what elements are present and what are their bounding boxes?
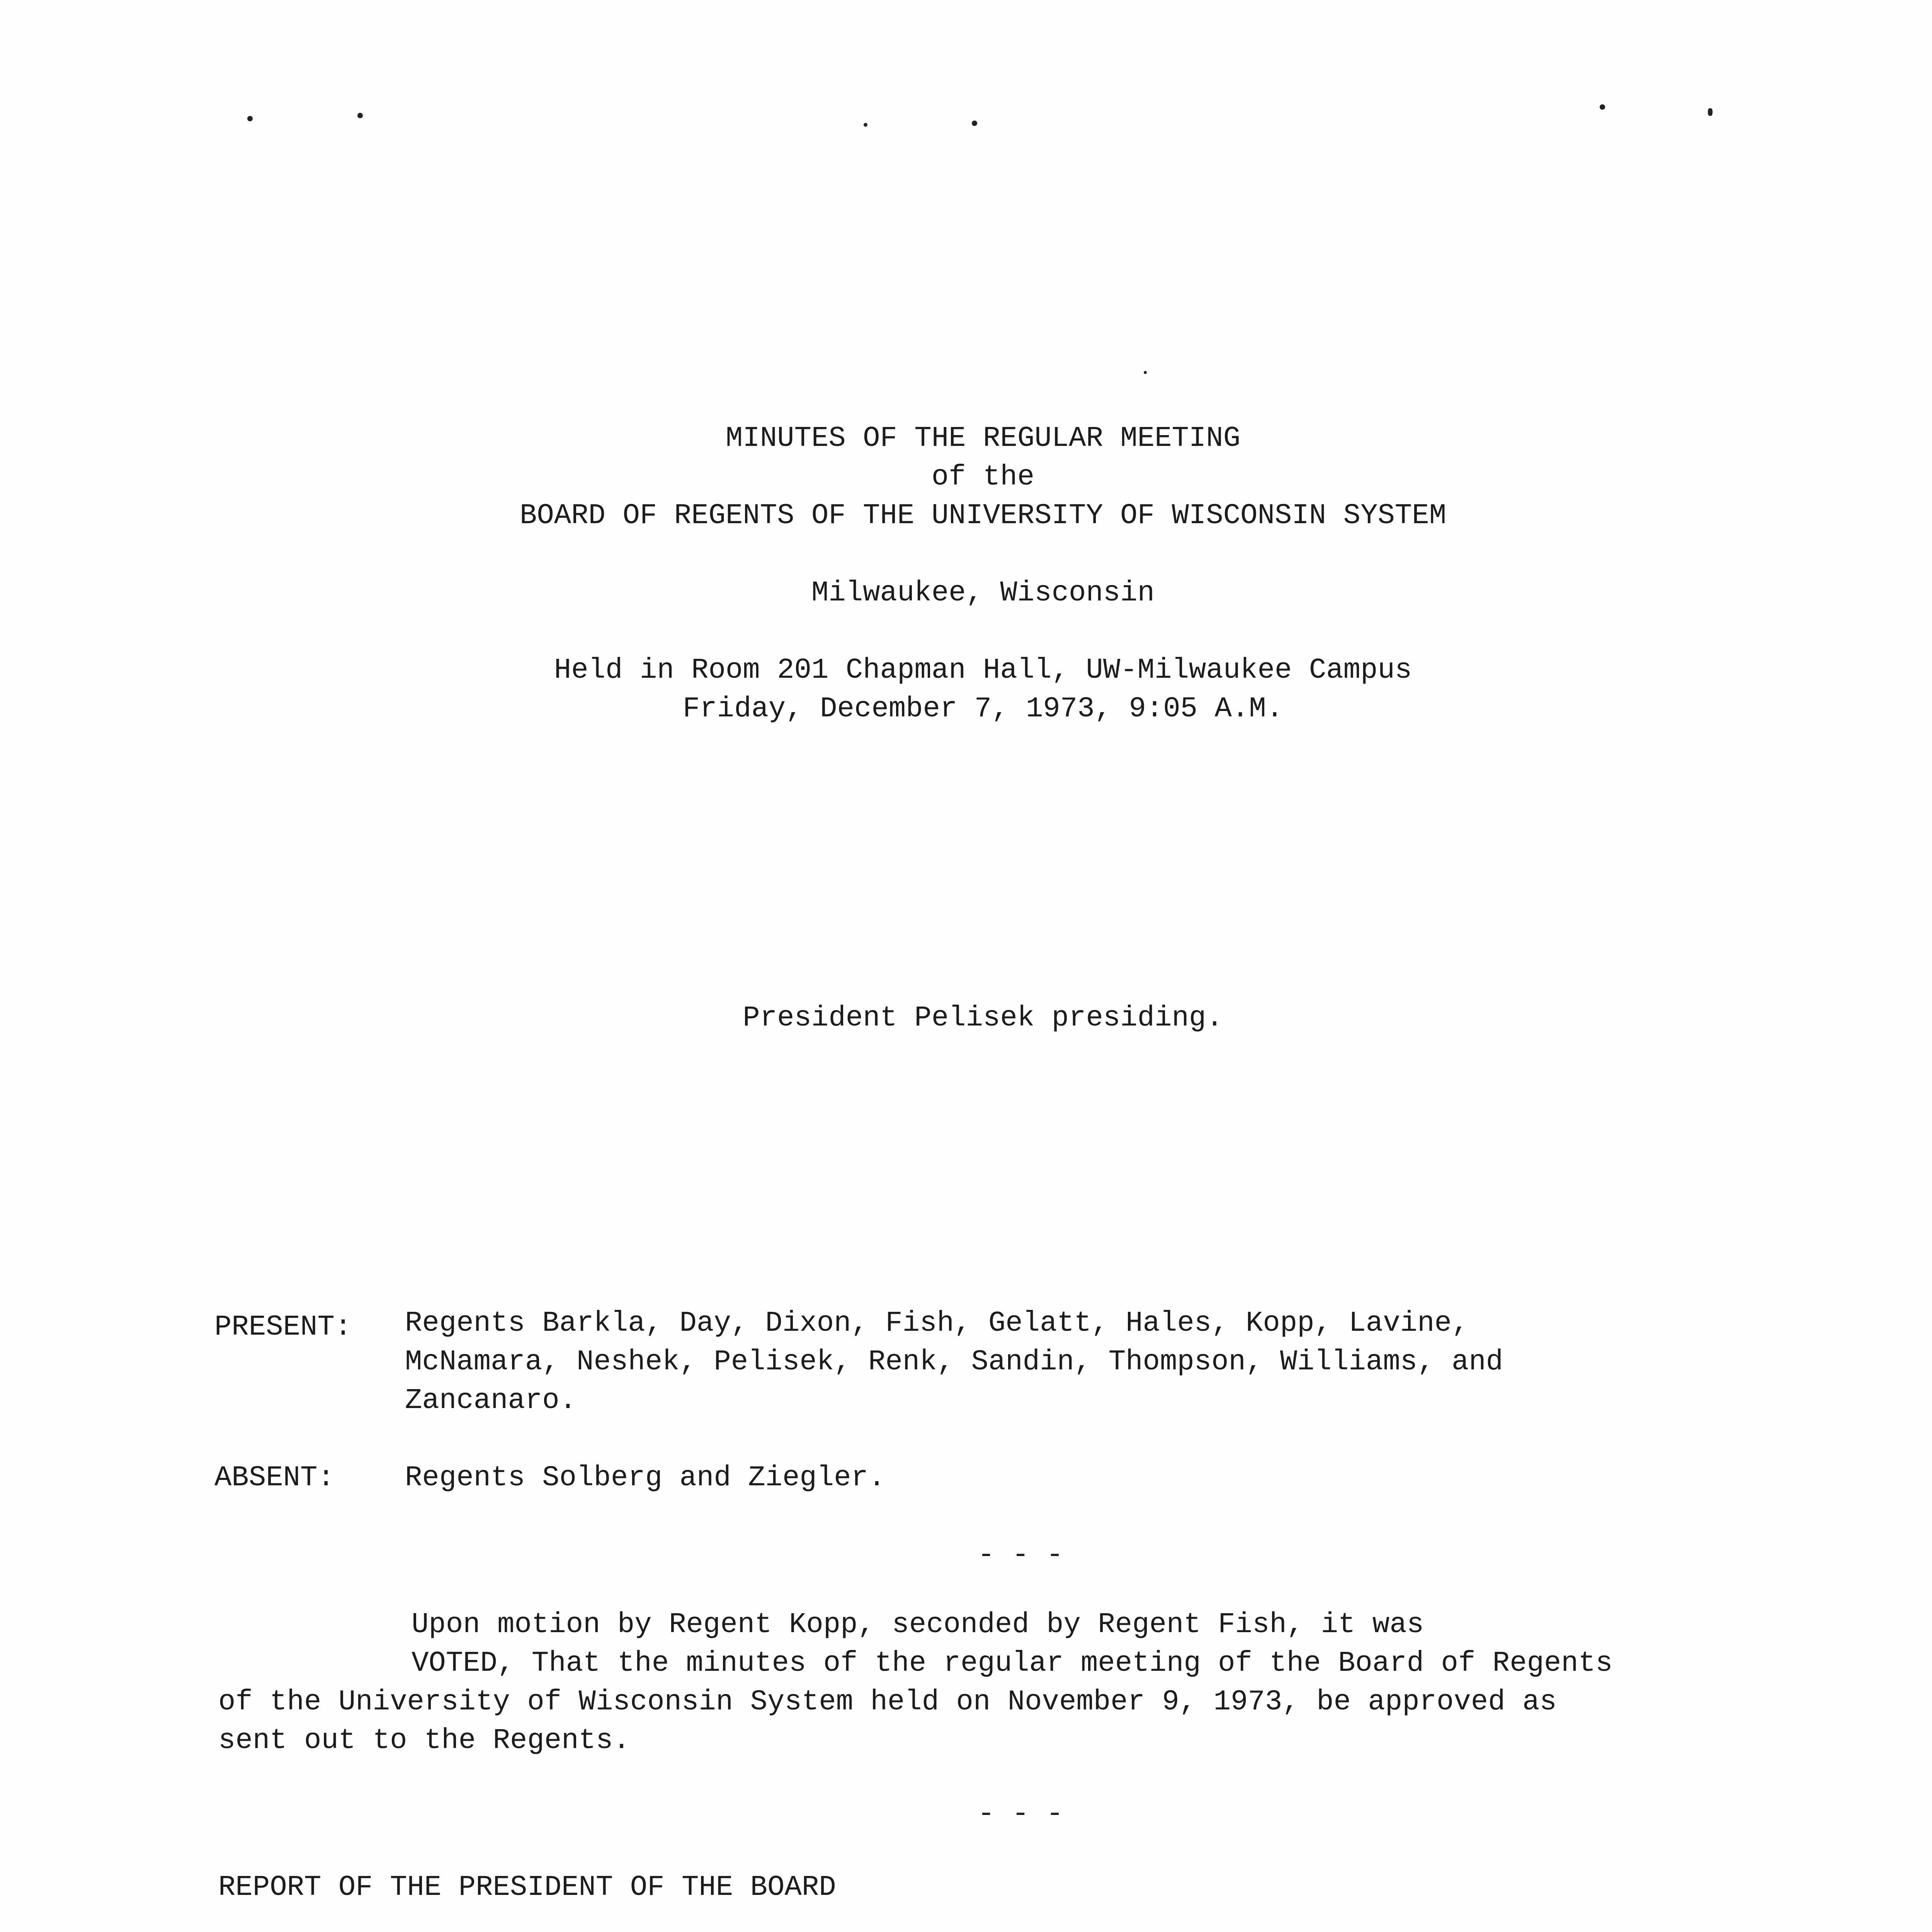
- minutes-title: MINUTES OF THE REGULAR MEETING: [725, 422, 1241, 455]
- present-line-3: Zancanaro.: [405, 1384, 577, 1417]
- motion-line-4: sent out to the Regents.: [218, 1725, 630, 1757]
- scan-mark: [1600, 104, 1605, 110]
- section-separator: - - -: [978, 1539, 1064, 1571]
- present-line-1: Regents Barkla, Day, Dixon, Fish, Gelatt, Hales, Kopp, Lavine,: [405, 1307, 1469, 1340]
- meeting-datetime: Friday, December 7, 1973, 9:05 A.M.: [682, 693, 1284, 725]
- board-name: BOARD OF REGENTS OF THE UNIVERSITY OF WISCONSIN SYSTEM: [520, 500, 1446, 532]
- scan-mark: [357, 113, 363, 118]
- present-label: PRESENT:: [214, 1311, 352, 1344]
- motion-line-3: of the University of Wisconsin System held on November 9, 1973, be approved as: [218, 1686, 1557, 1718]
- scan-mark: [1144, 371, 1147, 374]
- report-heading: REPORT OF THE PRESIDENT OF THE BOARD: [218, 1871, 836, 1904]
- meeting-venue: Held in Room 201 Chapman Hall, UW-Milwaukee Campus: [554, 654, 1412, 687]
- scan-mark: [972, 121, 977, 126]
- motion-line-2: VOTED, That the minutes of the regular meeting of the Board of Regents: [412, 1647, 1613, 1680]
- present-line-2: McNamara, Neshek, Pelisek, Renk, Sandin, Thompson, Williams, and: [405, 1346, 1503, 1378]
- meeting-location: Milwaukee, Wisconsin: [811, 577, 1155, 609]
- minutes-title-connector: of the: [931, 461, 1035, 493]
- presiding-line: President Pelisek presiding.: [743, 1002, 1223, 1034]
- scan-mark: [247, 116, 253, 121]
- section-separator: - - -: [978, 1798, 1064, 1830]
- motion-line-1: Upon motion by Regent Kopp, seconded by Regent Fish, it was: [412, 1609, 1424, 1641]
- absent-label: ABSENT:: [214, 1462, 335, 1494]
- scan-mark: [1708, 108, 1713, 116]
- scan-mark: [864, 123, 867, 127]
- absent-list: Regents Solberg and Ziegler.: [405, 1462, 886, 1494]
